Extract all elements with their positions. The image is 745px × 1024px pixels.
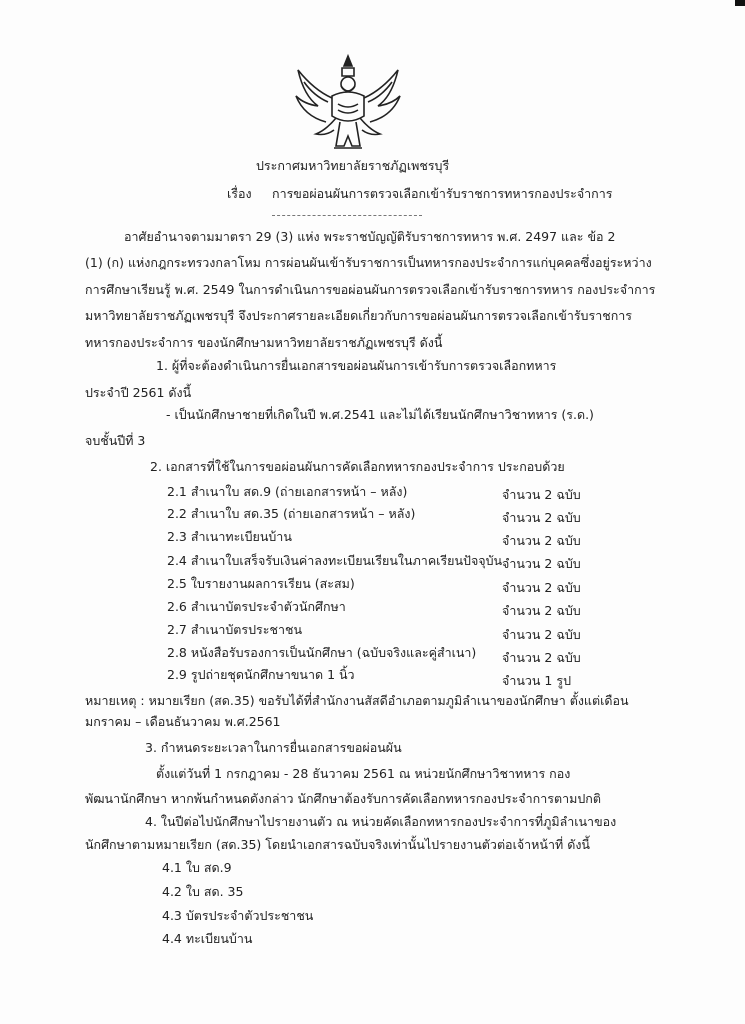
section-1-bullet-cont: จบชั้นปีที่ 3 bbox=[85, 433, 146, 448]
doc-item-label: 2.8 หนังสือรับรองการเป็นนักศึกษา (ฉบับจริงและคู่สำเนา) bbox=[167, 645, 477, 660]
intro-line-4: มหาวิทยาลัยราชภัฏเพชรบุรี จึงประกาศรายละเอียดเกี่ยวกับการขอผ่อนผันการตรวจเลือกเข้ารับราชการ bbox=[85, 308, 633, 323]
doc-item-label: 2.9 รูปถ่ายชุดนักศึกษาขนาด 1 นิ้ว bbox=[167, 667, 355, 682]
subject-label: เรื่อง bbox=[227, 186, 252, 201]
doc-item-label: 2.2 สำเนาใบ สด.35 (ถ่ายเอกสารหน้า – หลัง) bbox=[167, 506, 416, 521]
divider bbox=[272, 215, 422, 216]
section-2-heading: 2. เอกสารที่ใช้ในการขอผ่อนผันการคัดเลือกทหารกองประจำการ ประกอบด้วย bbox=[150, 459, 565, 474]
doc-item-amount: จำนวน 2 ฉบับ bbox=[502, 510, 581, 525]
doc-item-amount: จำนวน 1 รูป bbox=[502, 673, 572, 688]
intro-line-5: ทหารกองประจำการ ของนักศึกษามหาวิทยาลัยราชภัฏเพชรบุรี ดังนี้ bbox=[85, 335, 443, 350]
section-4-item: 4.2 ใบ สด. 35 bbox=[162, 884, 244, 899]
doc-item-label: 2.1 สำเนาใบ สด.9 (ถ่ายเอกสารหน้า – หลัง) bbox=[167, 484, 408, 499]
section-1-heading: 1. ผู้ที่จะต้องดำเนินการยื่นเอกสารขอผ่อนผันการเข้ารับการตรวจเลือกทหาร bbox=[156, 358, 557, 373]
section-4-item: 4.3 บัตรประจำตัวประชาชน bbox=[162, 908, 314, 923]
section-4-item: 4.4 ทะเบียนบ้าน bbox=[162, 931, 253, 946]
garuda-emblem-icon bbox=[292, 52, 404, 160]
remark-line-1: หมายเหตุ : หมายเรียก (สด.35) ขอรับได้ที่สำนักงานสัสดีอำเภอตามภูมิลำเนาของนักศึกษา ตั้งแต่เดือน bbox=[85, 693, 629, 708]
intro-line-3: การศึกษาเรียนรู้ พ.ศ. 2549 ในการดำเนินการขอผ่อนผันการตรวจเลือกเข้ารับราชการทหาร กองประจำการ bbox=[85, 282, 656, 297]
intro-line-2: (1) (ก) แห่งกฎกระทรวงกลาโหม การผ่อนผันเข้ารับราชการเป็นทหารกองประจำการแก่บุคคลซึ่งอยู่ระหว่าง bbox=[85, 255, 652, 270]
doc-item-amount: จำนวน 2 ฉบับ bbox=[502, 650, 581, 665]
doc-item-label: 2.4 สำเนาใบเสร็จรับเงินค่าลงทะเบียนเรียนในภาคเรียนปัจจุบัน bbox=[167, 553, 503, 568]
doc-item-amount: จำนวน 2 ฉบับ bbox=[502, 627, 581, 642]
doc-item-amount: จำนวน 2 ฉบับ bbox=[502, 533, 581, 548]
section-4-line-1: 4. ในปีต่อไปนักศึกษาไปรายงานตัว ณ หน่วยคัดเลือกทหารกองประจำการที่ภูมิลำเนาของ bbox=[145, 814, 617, 829]
doc-item-amount: จำนวน 2 ฉบับ bbox=[502, 603, 581, 618]
doc-item-label: 2.5 ใบรายงานผลการเรียน (สะสม) bbox=[167, 576, 355, 591]
intro-line-1: อาศัยอำนาจตามมาตรา 29 (3) แห่ง พระราชบัญญัติรับราชการทหาร พ.ศ. 2497 และ ข้อ 2 bbox=[124, 229, 616, 244]
scan-mark bbox=[735, 0, 745, 6]
section-4-item: 4.1 ใบ สด.9 bbox=[162, 860, 232, 875]
doc-item-amount: จำนวน 2 ฉบับ bbox=[502, 556, 581, 571]
announcement-title: ประกาศมหาวิทยาลัยราชภัฏเพชรบุรี bbox=[256, 158, 450, 173]
subject-text: การขอผ่อนผันการตรวจเลือกเข้ารับราชการทหารกองประจำการ bbox=[272, 186, 613, 201]
section-3-line-1: ตั้งแต่วันที่ 1 กรกฎาคม - 28 ธันวาคม 2561 ณ หน่วยนักศึกษาวิชาทหาร กอง bbox=[156, 766, 571, 781]
section-1-bullet: - เป็นนักศึกษาชายที่เกิดในปี พ.ศ.2541 และไม่ได้เรียนนักศึกษาวิชาทหาร (ร.ด.) bbox=[166, 407, 594, 422]
doc-item-amount: จำนวน 2 ฉบับ bbox=[502, 487, 581, 502]
section-1-heading-cont: ประจำปี 2561 ดังนี้ bbox=[85, 385, 192, 400]
doc-item-label: 2.7 สำเนาบัตรประชาชน bbox=[167, 622, 302, 637]
doc-item-label: 2.6 สำเนาบัตรประจำตัวนักศึกษา bbox=[167, 599, 346, 614]
doc-item-label: 2.3 สำเนาทะเบียนบ้าน bbox=[167, 529, 292, 544]
section-3-heading: 3. กำหนดระยะเวลาในการยื่นเอกสารขอผ่อนผัน bbox=[145, 740, 402, 755]
section-3-line-2: พัฒนานักศึกษา หากพ้นกำหนดดังกล่าว นักศึกษาต้องรับการคัดเลือกทหารกองประจำการตามปกติ bbox=[85, 791, 601, 806]
doc-item-amount: จำนวน 2 ฉบับ bbox=[502, 580, 581, 595]
section-4-line-2: นักศึกษาตามหมายเรียก (สด.35) โดยนำเอกสารฉบับจริงเท่านั้นไปรายงานตัวต่อเจ้าหน้าที่ ดังนี้ bbox=[85, 837, 590, 852]
remark-line-2: มกราคม – เดือนธันวาคม พ.ศ.2561 bbox=[85, 714, 281, 729]
